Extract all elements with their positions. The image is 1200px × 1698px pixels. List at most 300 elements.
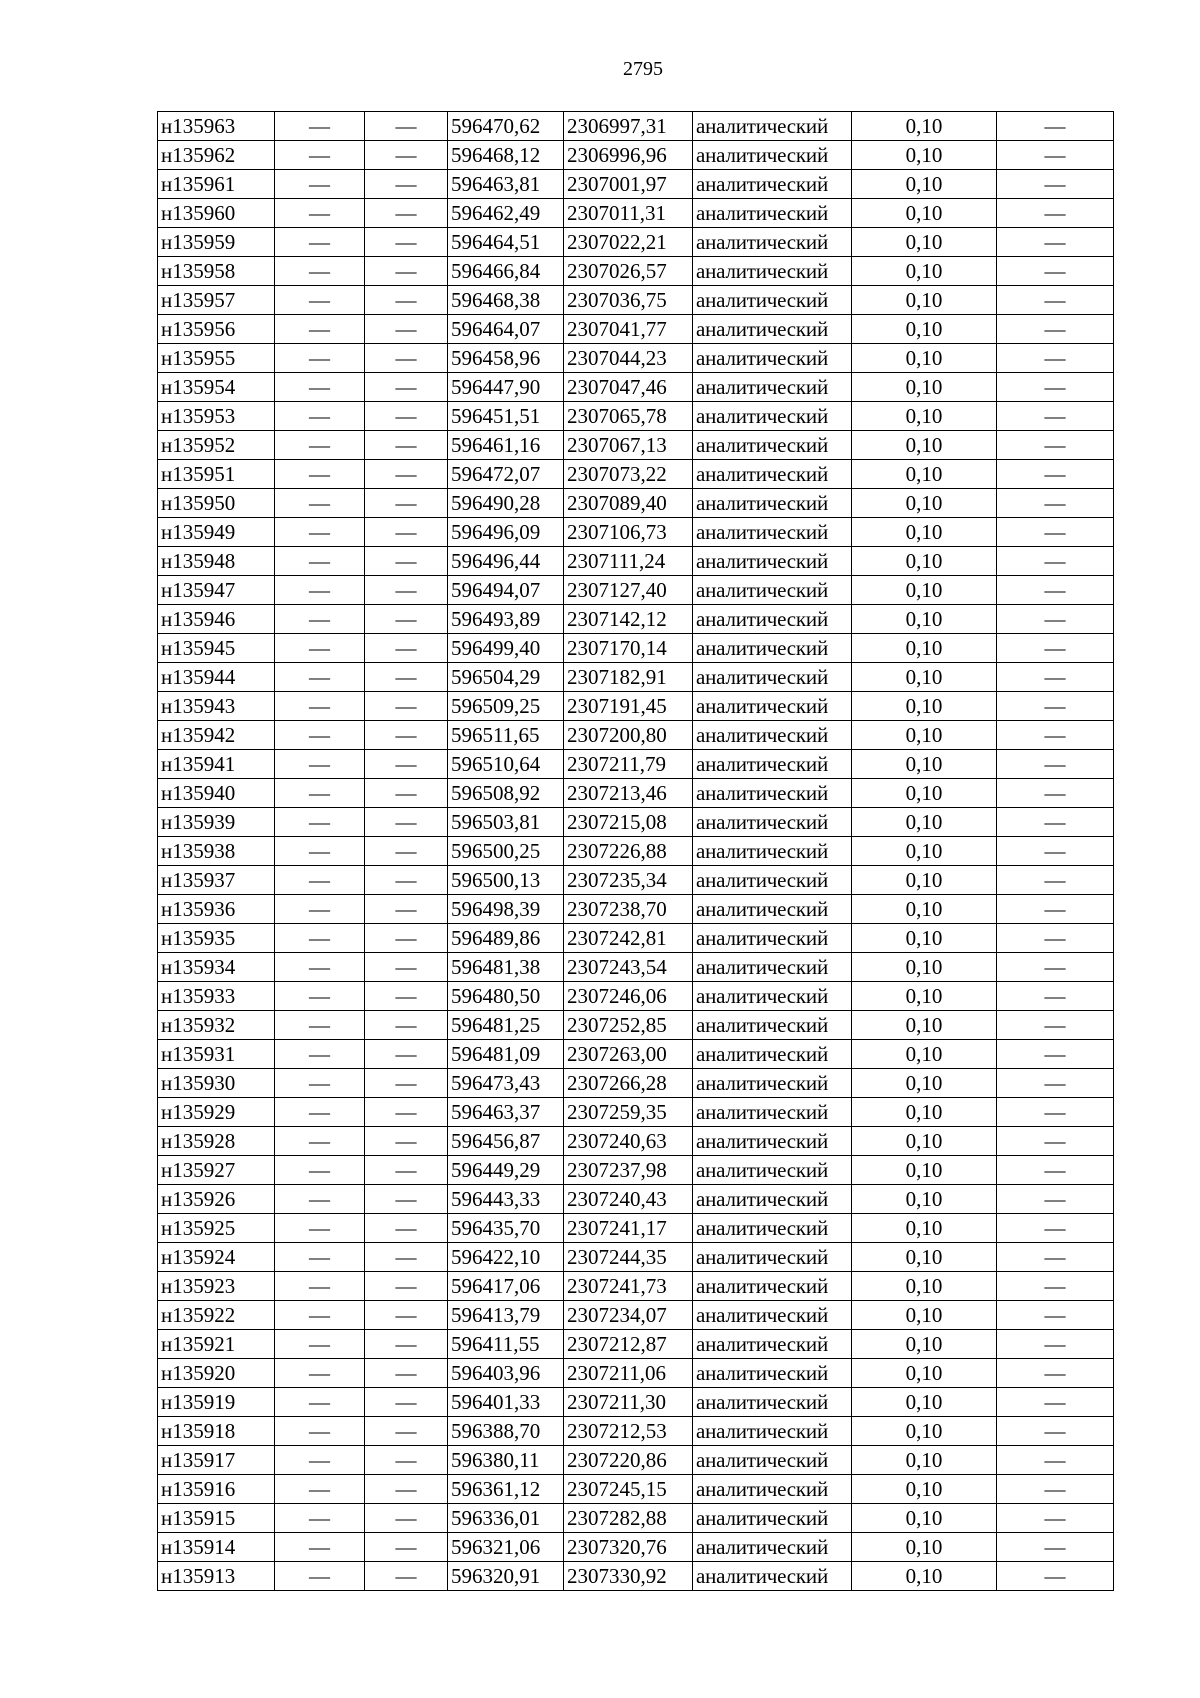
y-coordinate-cell: 2307127,40	[564, 576, 693, 605]
table-row	[158, 315, 1114, 344]
x-coordinate-cell: 596496,09	[448, 518, 564, 547]
point-name-cell: н135938	[158, 837, 275, 866]
dash-cell: —	[997, 1417, 1114, 1446]
dash-cell: —	[365, 692, 448, 721]
dash-cell: —	[997, 547, 1114, 576]
x-coordinate-cell: 596511,65	[448, 721, 564, 750]
accuracy-cell: 0,10	[852, 1214, 997, 1243]
accuracy-cell: 0,10	[852, 982, 997, 1011]
dash-cell: —	[365, 1388, 448, 1417]
accuracy-cell: 0,10	[852, 1069, 997, 1098]
dash-cell: —	[275, 663, 365, 692]
page-number: 2795	[623, 58, 663, 80]
dash-cell: —	[997, 141, 1114, 170]
table-row	[158, 373, 1114, 402]
dash-cell: —	[997, 112, 1114, 141]
table-row	[158, 112, 1114, 141]
dash-cell: —	[275, 112, 365, 141]
y-coordinate-cell: 2306996,96	[564, 141, 693, 170]
accuracy-cell: 0,10	[852, 779, 997, 808]
dash-cell: —	[997, 1533, 1114, 1562]
y-coordinate-cell: 2307142,12	[564, 605, 693, 634]
x-coordinate-cell: 596468,38	[448, 286, 564, 315]
x-coordinate-cell: 596468,12	[448, 141, 564, 170]
dash-cell: —	[997, 257, 1114, 286]
method-cell: аналитический	[693, 402, 852, 431]
method-cell: аналитический	[693, 431, 852, 460]
dash-cell: —	[275, 808, 365, 837]
y-coordinate-cell: 2307047,46	[564, 373, 693, 402]
dash-cell: —	[997, 1069, 1114, 1098]
dash-cell: —	[365, 1359, 448, 1388]
dash-cell: —	[365, 866, 448, 895]
table-row	[158, 547, 1114, 576]
x-coordinate-cell: 596493,89	[448, 605, 564, 634]
x-coordinate-cell: 596490,28	[448, 489, 564, 518]
dash-cell: —	[275, 1011, 365, 1040]
accuracy-cell: 0,10	[852, 1127, 997, 1156]
point-name-cell: н135924	[158, 1243, 275, 1272]
dash-cell: —	[365, 1301, 448, 1330]
dash-cell: —	[997, 750, 1114, 779]
method-cell: аналитический	[693, 1475, 852, 1504]
table-row	[158, 257, 1114, 286]
dash-cell: —	[275, 1040, 365, 1069]
y-coordinate-cell: 2307067,13	[564, 431, 693, 460]
y-coordinate-cell: 2307226,88	[564, 837, 693, 866]
x-coordinate-cell: 596473,43	[448, 1069, 564, 1098]
dash-cell: —	[365, 634, 448, 663]
accuracy-cell: 0,10	[852, 257, 997, 286]
dash-cell: —	[365, 402, 448, 431]
dash-cell: —	[365, 1011, 448, 1040]
dash-cell: —	[365, 1475, 448, 1504]
table-row	[158, 518, 1114, 547]
y-coordinate-cell: 2307213,46	[564, 779, 693, 808]
dash-cell: —	[997, 1098, 1114, 1127]
x-coordinate-cell: 596464,07	[448, 315, 564, 344]
table-row	[158, 576, 1114, 605]
dash-cell: —	[997, 402, 1114, 431]
dash-cell: —	[365, 1562, 448, 1591]
y-coordinate-cell: 2307263,00	[564, 1040, 693, 1069]
table-row	[158, 750, 1114, 779]
point-name-cell: н135918	[158, 1417, 275, 1446]
dash-cell: —	[365, 489, 448, 518]
dash-cell: —	[275, 1098, 365, 1127]
point-name-cell: н135927	[158, 1156, 275, 1185]
point-name-cell: н135941	[158, 750, 275, 779]
y-coordinate-cell: 2307241,17	[564, 1214, 693, 1243]
y-coordinate-cell: 2307212,87	[564, 1330, 693, 1359]
dash-cell: —	[997, 373, 1114, 402]
x-coordinate-cell: 596489,86	[448, 924, 564, 953]
x-coordinate-cell: 596456,87	[448, 1127, 564, 1156]
accuracy-cell: 0,10	[852, 837, 997, 866]
table-row	[158, 460, 1114, 489]
table-row	[158, 1417, 1114, 1446]
dash-cell: —	[275, 489, 365, 518]
method-cell: аналитический	[693, 518, 852, 547]
method-cell: аналитический	[693, 257, 852, 286]
dash-cell: —	[365, 1504, 448, 1533]
x-coordinate-cell: 596463,37	[448, 1098, 564, 1127]
accuracy-cell: 0,10	[852, 547, 997, 576]
dash-cell: —	[365, 373, 448, 402]
x-coordinate-cell: 596411,55	[448, 1330, 564, 1359]
point-name-cell: н135956	[158, 315, 275, 344]
dash-cell: —	[997, 721, 1114, 750]
y-coordinate-cell: 2307011,31	[564, 199, 693, 228]
dash-cell: —	[365, 605, 448, 634]
x-coordinate-cell: 596510,64	[448, 750, 564, 779]
method-cell: аналитический	[693, 112, 852, 141]
x-coordinate-cell: 596403,96	[448, 1359, 564, 1388]
accuracy-cell: 0,10	[852, 721, 997, 750]
point-name-cell: н135943	[158, 692, 275, 721]
method-cell: аналитический	[693, 1069, 852, 1098]
dash-cell: —	[365, 924, 448, 953]
accuracy-cell: 0,10	[852, 634, 997, 663]
dash-cell: —	[275, 1359, 365, 1388]
table-row	[158, 1069, 1114, 1098]
y-coordinate-cell: 2307182,91	[564, 663, 693, 692]
x-coordinate-cell: 596451,51	[448, 402, 564, 431]
accuracy-cell: 0,10	[852, 1011, 997, 1040]
x-coordinate-cell: 596508,92	[448, 779, 564, 808]
accuracy-cell: 0,10	[852, 953, 997, 982]
method-cell: аналитический	[693, 1504, 852, 1533]
y-coordinate-cell: 2307001,97	[564, 170, 693, 199]
dash-cell: —	[365, 1185, 448, 1214]
method-cell: аналитический	[693, 1330, 852, 1359]
dash-cell: —	[365, 170, 448, 199]
dash-cell: —	[997, 431, 1114, 460]
point-name-cell: н135937	[158, 866, 275, 895]
dash-cell: —	[365, 1156, 448, 1185]
y-coordinate-cell: 2307041,77	[564, 315, 693, 344]
method-cell: аналитический	[693, 924, 852, 953]
dash-cell: —	[275, 576, 365, 605]
method-cell: аналитический	[693, 228, 852, 257]
x-coordinate-cell: 596481,25	[448, 1011, 564, 1040]
point-name-cell: н135942	[158, 721, 275, 750]
dash-cell: —	[997, 1475, 1114, 1504]
dash-cell: —	[365, 1127, 448, 1156]
dash-cell: —	[275, 228, 365, 257]
x-coordinate-cell: 596504,29	[448, 663, 564, 692]
dash-cell: —	[275, 1301, 365, 1330]
dash-cell: —	[365, 1243, 448, 1272]
method-cell: аналитический	[693, 634, 852, 663]
dash-cell: —	[275, 924, 365, 953]
accuracy-cell: 0,10	[852, 1533, 997, 1562]
accuracy-cell: 0,10	[852, 924, 997, 953]
x-coordinate-cell: 596361,12	[448, 1475, 564, 1504]
table-row	[158, 286, 1114, 315]
y-coordinate-cell: 2307244,35	[564, 1243, 693, 1272]
point-name-cell: н135939	[158, 808, 275, 837]
point-name-cell: н135959	[158, 228, 275, 257]
dash-cell: —	[275, 431, 365, 460]
accuracy-cell: 0,10	[852, 344, 997, 373]
dash-cell: —	[275, 634, 365, 663]
table-row	[158, 1272, 1114, 1301]
point-name-cell: н135954	[158, 373, 275, 402]
point-name-cell: н135944	[158, 663, 275, 692]
dash-cell: —	[275, 344, 365, 373]
method-cell: аналитический	[693, 1446, 852, 1475]
dash-cell: —	[997, 1127, 1114, 1156]
dash-cell: —	[997, 1388, 1114, 1417]
accuracy-cell: 0,10	[852, 373, 997, 402]
method-cell: аналитический	[693, 1243, 852, 1272]
x-coordinate-cell: 596447,90	[448, 373, 564, 402]
accuracy-cell: 0,10	[852, 1417, 997, 1446]
dash-cell: —	[275, 373, 365, 402]
x-coordinate-cell: 596498,39	[448, 895, 564, 924]
dash-cell: —	[275, 1533, 365, 1562]
x-coordinate-cell: 596472,07	[448, 460, 564, 489]
method-cell: аналитический	[693, 141, 852, 170]
accuracy-cell: 0,10	[852, 1272, 997, 1301]
dash-cell: —	[365, 1417, 448, 1446]
point-name-cell: н135935	[158, 924, 275, 953]
y-coordinate-cell: 2307266,28	[564, 1069, 693, 1098]
method-cell: аналитический	[693, 170, 852, 199]
table-row	[158, 634, 1114, 663]
dash-cell: —	[365, 518, 448, 547]
method-cell: аналитический	[693, 692, 852, 721]
point-name-cell: н135922	[158, 1301, 275, 1330]
dash-cell: —	[997, 1214, 1114, 1243]
method-cell: аналитический	[693, 953, 852, 982]
method-cell: аналитический	[693, 1185, 852, 1214]
table-row	[158, 431, 1114, 460]
dash-cell: —	[365, 344, 448, 373]
method-cell: аналитический	[693, 199, 852, 228]
accuracy-cell: 0,10	[852, 518, 997, 547]
y-coordinate-cell: 2307212,53	[564, 1417, 693, 1446]
dash-cell: —	[365, 808, 448, 837]
accuracy-cell: 0,10	[852, 1388, 997, 1417]
dash-cell: —	[365, 779, 448, 808]
dash-cell: —	[365, 837, 448, 866]
accuracy-cell: 0,10	[852, 286, 997, 315]
method-cell: аналитический	[693, 663, 852, 692]
table-row	[158, 808, 1114, 837]
accuracy-cell: 0,10	[852, 402, 997, 431]
method-cell: аналитический	[693, 460, 852, 489]
dash-cell: —	[365, 460, 448, 489]
accuracy-cell: 0,10	[852, 1330, 997, 1359]
dash-cell: —	[997, 199, 1114, 228]
dash-cell: —	[275, 1504, 365, 1533]
table-row	[158, 1243, 1114, 1272]
dash-cell: —	[997, 228, 1114, 257]
table-row	[158, 895, 1114, 924]
x-coordinate-cell: 596494,07	[448, 576, 564, 605]
table-row	[158, 1475, 1114, 1504]
dash-cell: —	[275, 460, 365, 489]
y-coordinate-cell: 2307234,07	[564, 1301, 693, 1330]
accuracy-cell: 0,10	[852, 1446, 997, 1475]
y-coordinate-cell: 2307111,24	[564, 547, 693, 576]
accuracy-cell: 0,10	[852, 1243, 997, 1272]
method-cell: аналитический	[693, 1098, 852, 1127]
table-row	[158, 489, 1114, 518]
method-cell: аналитический	[693, 808, 852, 837]
point-name-cell: н135933	[158, 982, 275, 1011]
accuracy-cell: 0,10	[852, 460, 997, 489]
method-cell: аналитический	[693, 605, 852, 634]
method-cell: аналитический	[693, 1301, 852, 1330]
y-coordinate-cell: 2307220,86	[564, 1446, 693, 1475]
y-coordinate-cell: 2307022,21	[564, 228, 693, 257]
method-cell: аналитический	[693, 866, 852, 895]
y-coordinate-cell: 2307241,73	[564, 1272, 693, 1301]
table-row	[158, 837, 1114, 866]
dash-cell: —	[365, 1446, 448, 1475]
method-cell: аналитический	[693, 721, 852, 750]
accuracy-cell: 0,10	[852, 605, 997, 634]
table-row	[158, 1127, 1114, 1156]
dash-cell: —	[997, 1040, 1114, 1069]
dash-cell: —	[365, 663, 448, 692]
dash-cell: —	[997, 982, 1114, 1011]
point-name-cell: н135916	[158, 1475, 275, 1504]
accuracy-cell: 0,10	[852, 750, 997, 779]
y-coordinate-cell: 2307240,63	[564, 1127, 693, 1156]
accuracy-cell: 0,10	[852, 170, 997, 199]
dash-cell: —	[997, 634, 1114, 663]
dash-cell: —	[275, 721, 365, 750]
accuracy-cell: 0,10	[852, 895, 997, 924]
point-name-cell: н135932	[158, 1011, 275, 1040]
table-row	[158, 1359, 1114, 1388]
table-row	[158, 1214, 1114, 1243]
method-cell: аналитический	[693, 1214, 852, 1243]
method-cell: аналитический	[693, 1562, 852, 1591]
x-coordinate-cell: 596509,25	[448, 692, 564, 721]
dash-cell: —	[275, 1185, 365, 1214]
point-name-cell: н135923	[158, 1272, 275, 1301]
dash-cell: —	[997, 605, 1114, 634]
dash-cell: —	[275, 286, 365, 315]
table-row	[158, 953, 1114, 982]
y-coordinate-cell: 2307320,76	[564, 1533, 693, 1562]
point-name-cell: н135955	[158, 344, 275, 373]
y-coordinate-cell: 2306997,31	[564, 112, 693, 141]
accuracy-cell: 0,10	[852, 1301, 997, 1330]
table-row	[158, 1040, 1114, 1069]
table-row	[158, 1446, 1114, 1475]
dash-cell: —	[997, 1011, 1114, 1040]
table-row	[158, 924, 1114, 953]
method-cell: аналитический	[693, 1417, 852, 1446]
x-coordinate-cell: 596435,70	[448, 1214, 564, 1243]
table-row	[158, 1388, 1114, 1417]
point-name-cell: н135940	[158, 779, 275, 808]
point-name-cell: н135951	[158, 460, 275, 489]
point-name-cell: н135950	[158, 489, 275, 518]
accuracy-cell: 0,10	[852, 866, 997, 895]
accuracy-cell: 0,10	[852, 808, 997, 837]
table-row	[158, 199, 1114, 228]
dash-cell: —	[997, 1156, 1114, 1185]
dash-cell: —	[365, 1040, 448, 1069]
dash-cell: —	[997, 953, 1114, 982]
y-coordinate-cell: 2307036,75	[564, 286, 693, 315]
method-cell: аналитический	[693, 1156, 852, 1185]
x-coordinate-cell: 596320,91	[448, 1562, 564, 1591]
dash-cell: —	[275, 518, 365, 547]
table-row	[158, 402, 1114, 431]
x-coordinate-cell: 596336,01	[448, 1504, 564, 1533]
dash-cell: —	[997, 837, 1114, 866]
dash-cell: —	[365, 228, 448, 257]
y-coordinate-cell: 2307026,57	[564, 257, 693, 286]
coordinates-table	[157, 111, 1114, 1591]
dash-cell: —	[275, 402, 365, 431]
dash-cell: —	[365, 1214, 448, 1243]
x-coordinate-cell: 596481,38	[448, 953, 564, 982]
dash-cell: —	[275, 1562, 365, 1591]
method-cell: аналитический	[693, 547, 852, 576]
dash-cell: —	[997, 1562, 1114, 1591]
dash-cell: —	[997, 692, 1114, 721]
table-row	[158, 170, 1114, 199]
accuracy-cell: 0,10	[852, 663, 997, 692]
y-coordinate-cell: 2307106,73	[564, 518, 693, 547]
x-coordinate-cell: 596413,79	[448, 1301, 564, 1330]
x-coordinate-cell: 596470,62	[448, 112, 564, 141]
dash-cell: —	[997, 779, 1114, 808]
y-coordinate-cell: 2307235,34	[564, 866, 693, 895]
x-coordinate-cell: 596380,11	[448, 1446, 564, 1475]
dash-cell: —	[997, 808, 1114, 837]
accuracy-cell: 0,10	[852, 112, 997, 141]
table-row	[158, 1330, 1114, 1359]
table-row	[158, 1562, 1114, 1591]
point-name-cell: н135919	[158, 1388, 275, 1417]
accuracy-cell: 0,10	[852, 228, 997, 257]
dash-cell: —	[997, 1504, 1114, 1533]
table-row	[158, 605, 1114, 634]
x-coordinate-cell: 596500,13	[448, 866, 564, 895]
dash-cell: —	[997, 344, 1114, 373]
dash-cell: —	[275, 1069, 365, 1098]
point-name-cell: н135921	[158, 1330, 275, 1359]
method-cell: аналитический	[693, 1533, 852, 1562]
dash-cell: —	[275, 1475, 365, 1504]
table-row	[158, 1533, 1114, 1562]
dash-cell: —	[275, 1417, 365, 1446]
y-coordinate-cell: 2307242,81	[564, 924, 693, 953]
point-name-cell: н135946	[158, 605, 275, 634]
x-coordinate-cell: 596461,16	[448, 431, 564, 460]
dash-cell: —	[997, 895, 1114, 924]
dash-cell: —	[275, 170, 365, 199]
dash-cell: —	[997, 1301, 1114, 1330]
method-cell: аналитический	[693, 286, 852, 315]
accuracy-cell: 0,10	[852, 1475, 997, 1504]
point-name-cell: н135936	[158, 895, 275, 924]
dash-cell: —	[365, 547, 448, 576]
y-coordinate-cell: 2307245,15	[564, 1475, 693, 1504]
dash-cell: —	[997, 170, 1114, 199]
accuracy-cell: 0,10	[852, 1504, 997, 1533]
